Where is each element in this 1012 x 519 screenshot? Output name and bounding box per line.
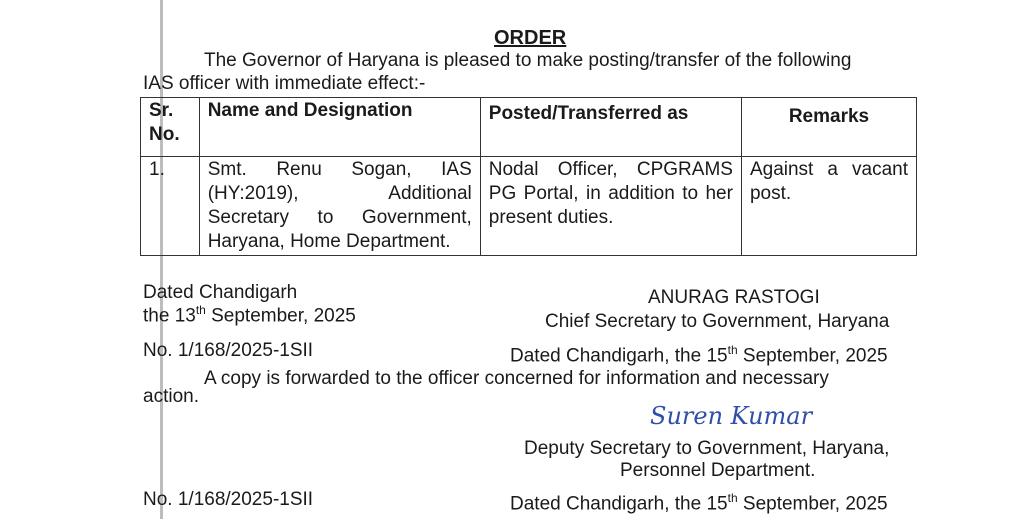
endorsement2-date: Dated Chandigarh, the 15th September, 2025 xyxy=(510,491,888,515)
order-intro-line1: The Governor of Haryana is pleased to make posting/transfer of the following xyxy=(204,50,852,71)
table-row xyxy=(141,157,917,256)
header-posted-as: Posted/Transferred as xyxy=(480,98,741,157)
table-header-row xyxy=(141,98,917,157)
posting-table xyxy=(140,97,917,256)
endorsement1-designation-line2: Personnel Department. xyxy=(620,460,816,481)
endorsement1-date: Dated Chandigarh, the 15th September, 2025 xyxy=(510,343,888,367)
cell-remarks: Against a vacant post. xyxy=(741,157,916,256)
signature: Suren Kumar xyxy=(650,402,813,430)
issue-dated-line2: the 13th September, 2025 xyxy=(143,303,356,327)
cell-name: Smt. Renu Sogan, IAS (HY:2019), Additional Secretary to Government, Haryana, Home Department. xyxy=(199,157,480,256)
endorsement1-text-line2: action. xyxy=(143,386,199,407)
endorsement1-number: No. 1/168/2025-1SII xyxy=(143,340,314,361)
header-name-designation: Name and Designation xyxy=(199,98,480,157)
order-intro-line2: IAS officer with immediate effect:- xyxy=(143,73,426,94)
signatory-name: ANURAG RASTOGI xyxy=(648,287,820,308)
endorsement1-text-line1: A copy is forwarded to the officer concerned for information and necessary xyxy=(204,368,829,389)
issue-dated-line1: Dated Chandigarh xyxy=(143,282,298,303)
cell-sr: 1. xyxy=(141,157,200,256)
header-sr-no: Sr. No. xyxy=(141,98,200,157)
endorsement2-number: No. 1/168/2025-1SII xyxy=(143,489,314,510)
order-title: ORDER xyxy=(494,27,567,49)
cell-posted: Nodal Officer, CPGRAMS PG Portal, in addition to her present duties. xyxy=(480,157,741,256)
signatory-title: Chief Secretary to Government, Haryana xyxy=(545,311,890,332)
header-remarks: Remarks xyxy=(741,98,916,157)
endorsement1-designation-line1: Deputy Secretary to Government, Haryana, xyxy=(524,438,890,459)
